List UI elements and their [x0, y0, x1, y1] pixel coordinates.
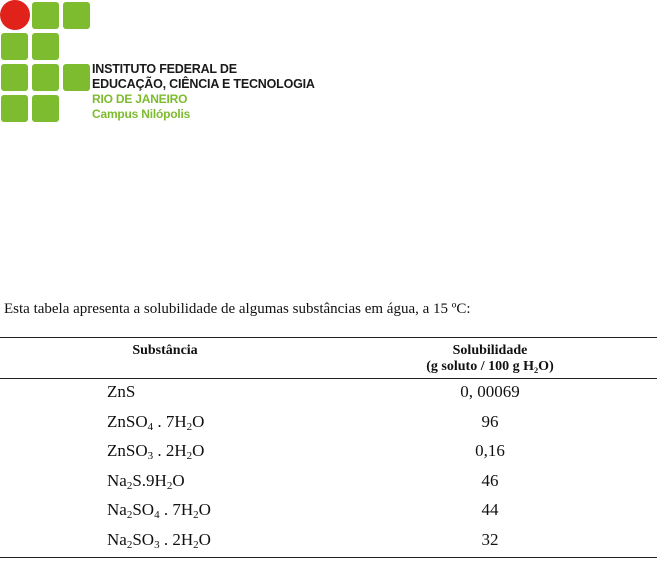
solubility-value: 96 [481, 411, 499, 431]
institution-logo [0, 0, 315, 125]
logo-square [32, 64, 59, 91]
logo-square [1, 64, 28, 91]
solubility-value: 44 [481, 500, 499, 519]
institution-name [92, 62, 315, 122]
table-row [0, 471, 657, 500]
logo-square [32, 2, 59, 29]
logo-square [32, 33, 59, 60]
table-top-rule [0, 337, 657, 338]
institution-line2: EDUCAÇÃO, CIÊNCIA E TECNOLOGIA [92, 77, 315, 91]
header-solubility-line2: (g soluto / 100 g H₂O) [426, 359, 554, 374]
substance-formula: ZnSO$_3$ . $2H_2O$ [107, 441, 205, 462]
header-substance [90, 343, 240, 359]
solubility-value: 32 [481, 529, 499, 549]
logo-square [63, 2, 90, 29]
solubility-value: 46 [481, 470, 499, 490]
header-solubility-line1: Solubilidade [452, 343, 528, 358]
solubility-value: 0,16 [475, 441, 505, 460]
table-row [0, 441, 657, 470]
header-solubility [400, 343, 580, 375]
table-header-rule [0, 378, 657, 379]
institution-line3: RIO DE JANEIRO [92, 92, 188, 106]
substance-formula: ZnSO$_4$ . $7H_2O$ [107, 411, 205, 433]
table-row [0, 382, 657, 411]
logo-square [63, 64, 90, 91]
institution-line1: INSTITUTO FEDERAL DE [92, 62, 237, 76]
institution-line4: Campus Nilópolis [92, 107, 191, 121]
table-bottom-rule [0, 557, 657, 558]
substance-formula: $Na_2S.9H_2O$ [107, 470, 185, 492]
substance-formula: ZnS [107, 382, 136, 401]
logo-square [1, 95, 28, 122]
solubility-value: 0, 00069 [460, 382, 520, 401]
table-row [0, 530, 657, 559]
intro-text: Esta tabela apresenta a solubilidade de algumas substâncias em água, a 15 ºC: [4, 301, 471, 317]
header-substance-label: Substância [132, 343, 198, 358]
logo-red-dot [0, 0, 30, 30]
substance-formula: $Na_2SO_3$ . $2H_2O$ [107, 529, 211, 551]
substance-formula: $Na_2SO_4$ . $7H_2O$ [107, 500, 211, 521]
logo-square [1, 33, 28, 60]
logo-square [32, 95, 59, 122]
table-row [0, 412, 657, 441]
table-row [0, 500, 657, 529]
